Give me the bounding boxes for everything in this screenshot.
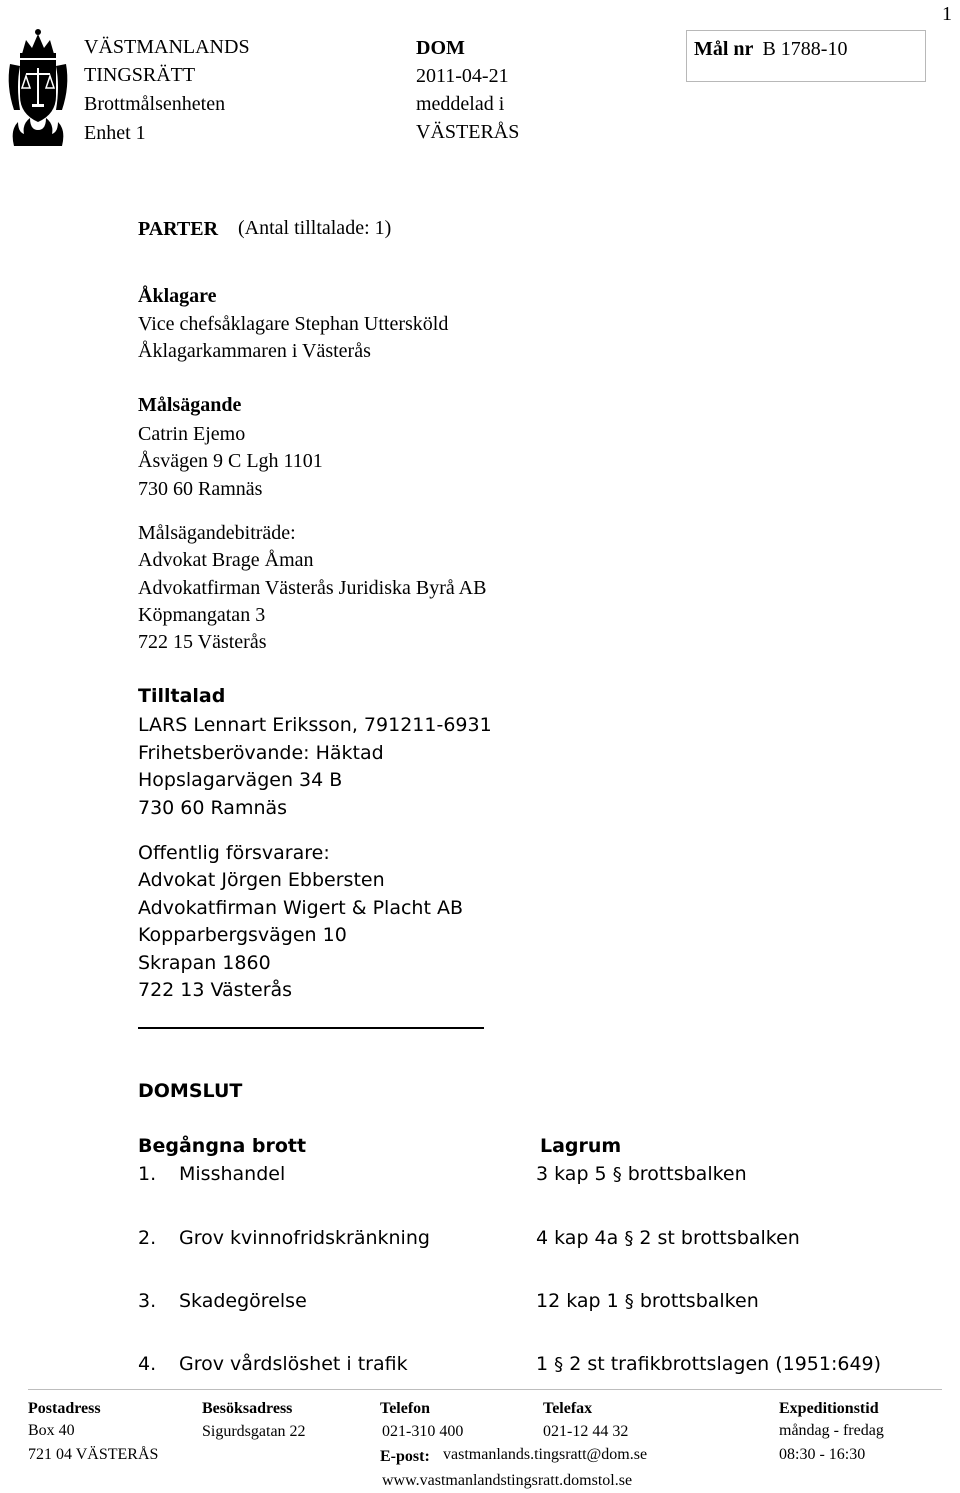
plaintiff-counsel-street: Köpmangatan 3 xyxy=(138,604,266,626)
plaintiff-counsel-firm: Advokatfirman Västerås Juridiska Byrå AB xyxy=(138,577,487,599)
crime-name: Grov kvinnofridskränkning xyxy=(179,1227,430,1249)
prosecutor-office: Åklagarkammaren i Västerås xyxy=(138,340,371,362)
plaintiff-counsel-name: Advokat Brage Åman xyxy=(138,549,314,571)
crime-name: Skadegörelse xyxy=(179,1290,307,1312)
crime-name: Misshandel xyxy=(179,1163,286,1185)
parties-count-note: (Antal tilltalade: 1) xyxy=(238,217,392,239)
crimes-column-heading: Begångna brott xyxy=(138,1135,307,1157)
law-chapter: 12 kap 1 xyxy=(536,1290,619,1312)
law-chapter: 4 kap 4a xyxy=(536,1227,619,1249)
defendant-heading: Tilltalad xyxy=(138,685,226,707)
footer-phone-value: 021-310 400 xyxy=(382,1423,464,1440)
defendant-custody: Frihetsberövande: Häktad xyxy=(138,742,384,764)
paragraph-sign-icon: § xyxy=(624,1291,634,1312)
law-column-heading: Lagrum xyxy=(540,1135,622,1157)
footer-hours-time: 08:30 - 16:30 xyxy=(779,1446,866,1463)
footer-phone-label: Telefon xyxy=(380,1400,431,1417)
plaintiff-name: Catrin Ejemo xyxy=(138,423,246,445)
crime-number: 3. xyxy=(138,1290,157,1312)
footer-visit-value: Sigurdsgatan 22 xyxy=(202,1423,306,1440)
defender-name: Advokat Jörgen Ebbersten xyxy=(138,869,385,891)
defendant-address: Hopslagarvägen 34 B xyxy=(138,769,343,791)
document-type: DOM xyxy=(416,37,465,59)
law-code: 2 st trafikbrottslagen (1951:649) xyxy=(569,1353,882,1375)
paragraph-sign-icon: § xyxy=(554,1354,564,1375)
document-date: 2011-04-21 xyxy=(416,65,509,87)
law-code: brottsbalken xyxy=(639,1290,759,1312)
footer-email-value[interactable]: vastmanlands.tingsratt@dom.se xyxy=(443,1446,648,1463)
section-divider xyxy=(138,1027,484,1029)
plaintiff-counsel-postal: 722 15 Västerås xyxy=(138,631,267,653)
law-code: brottsbalken xyxy=(627,1163,747,1185)
page-number: 1 xyxy=(942,3,952,25)
verdict-heading: DOMSLUT xyxy=(138,1080,243,1102)
case-number-value: B 1788-10 xyxy=(762,38,848,60)
case-number xyxy=(694,35,847,63)
footer-postal-line2: 721 04 VÄSTERÅS xyxy=(28,1446,159,1463)
document-announced: meddelad i xyxy=(416,93,505,115)
defender-street: Kopparbergsvägen 10 xyxy=(138,924,347,946)
plaintiff-address: Åsvägen 9 C Lgh 1101 xyxy=(138,450,323,472)
footer-website-link[interactable]: www.vastmanlandstingsratt.domstol.se xyxy=(382,1472,633,1489)
footer-email-label: E-post: xyxy=(380,1448,430,1465)
crime-number: 1. xyxy=(138,1163,157,1185)
court-division: Brottmålsenheten xyxy=(84,93,226,115)
paragraph-sign-icon: § xyxy=(624,1228,634,1249)
crime-law xyxy=(536,1161,747,1189)
footer-fax-label: Telefax xyxy=(543,1400,593,1417)
plaintiff-postal: 730 60 Ramnäs xyxy=(138,478,263,500)
footer-hours-label: Expeditionstid xyxy=(779,1400,879,1417)
prosecutor-heading: Åklagare xyxy=(138,285,217,307)
prosecutor-name: Vice chefsåklagare Stephan Uttersköld xyxy=(138,313,449,335)
footer-hours-days: måndag - fredag xyxy=(779,1422,884,1439)
document-place: VÄSTERÅS xyxy=(416,121,520,143)
law-chapter: 3 kap 5 xyxy=(536,1163,607,1185)
law-code: 2 st brottsbalken xyxy=(639,1227,800,1249)
court-unit: Enhet 1 xyxy=(84,122,146,144)
crime-name: Grov vårdslöshet i trafik xyxy=(179,1353,408,1375)
law-chapter: 1 xyxy=(536,1353,549,1375)
footer-divider xyxy=(28,1389,942,1390)
footer-visit-label: Besöksadress xyxy=(202,1400,293,1417)
footer-postal-line1: Box 40 xyxy=(28,1422,75,1439)
parties-heading: PARTER xyxy=(138,218,219,240)
defender-box: Skrapan 1860 xyxy=(138,952,271,974)
plaintiff-heading: Målsägande xyxy=(138,394,242,416)
paragraph-sign-icon: § xyxy=(612,1164,622,1185)
footer-fax-value: 021-12 44 32 xyxy=(543,1423,629,1440)
defender-postal: 722 13 Västerås xyxy=(138,979,293,1001)
defendant-name: LARS Lennart Eriksson, 791211-6931 xyxy=(138,714,492,736)
defender-label: Offentlig försvarare: xyxy=(138,842,330,864)
defender-firm: Advokatfirman Wigert & Placht AB xyxy=(138,897,463,919)
plaintiff-counsel-label: Målsägandebiträde: xyxy=(138,522,296,544)
defendant-postal: 730 60 Ramnäs xyxy=(138,797,288,819)
court-name: VÄSTMANLANDS xyxy=(84,36,250,58)
coat-of-arms-logo xyxy=(6,26,70,148)
crime-law xyxy=(536,1225,800,1253)
court-name-2: TINGSRÄTT xyxy=(84,64,196,86)
crime-number: 4. xyxy=(138,1353,157,1375)
case-number-label: Mål nr xyxy=(694,38,754,60)
crime-law xyxy=(536,1288,759,1316)
crime-law xyxy=(536,1351,881,1379)
crime-number: 2. xyxy=(138,1227,157,1249)
footer-postal-label: Postadress xyxy=(28,1400,101,1417)
